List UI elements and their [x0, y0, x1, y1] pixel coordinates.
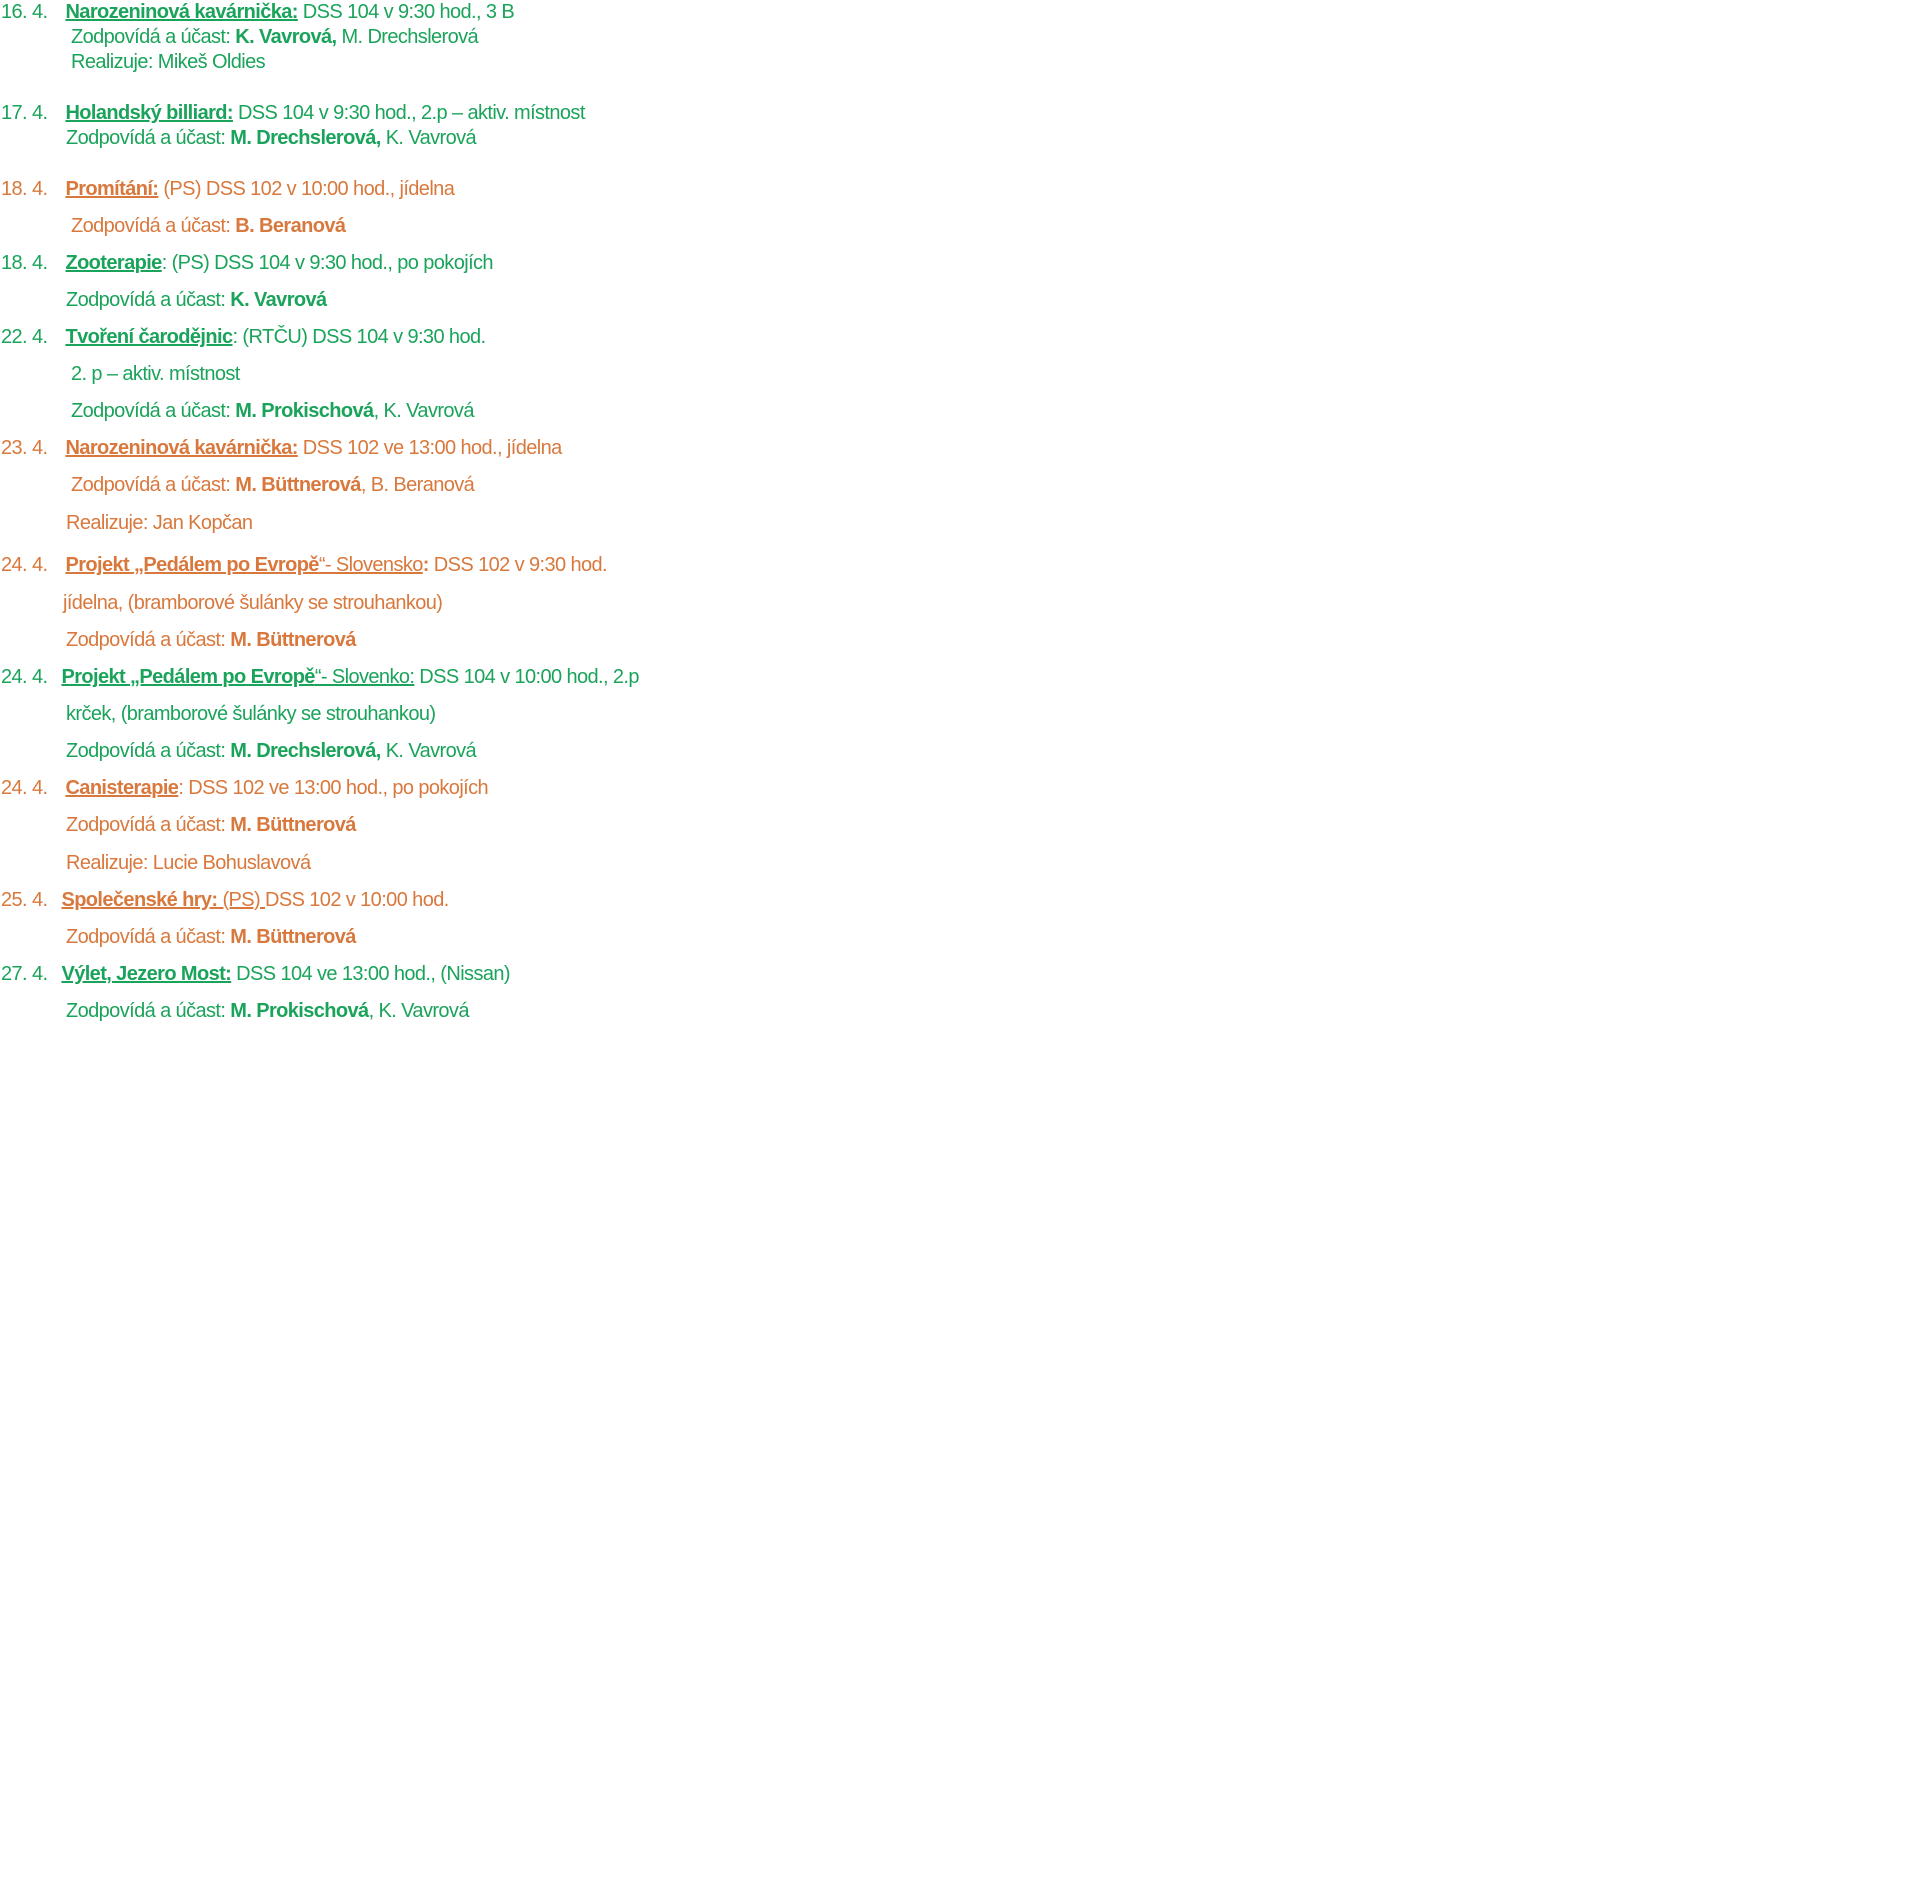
- entry-line: Zodpovídá a účast: M. Büttnerová: [66, 629, 356, 651]
- entry-date: 18. 4.: [1, 252, 48, 274]
- entry-date: 25. 4.: [1, 889, 48, 911]
- entry-header: [1, 776, 488, 800]
- entry-date: 24. 4.: [1, 554, 48, 576]
- entry-title: Projekt „Pedálem po Evropě: [65, 554, 319, 576]
- entry-line: krček, (bramborové šulánky se strouhankou): [66, 703, 436, 725]
- entry-details: DSS 104 v 9:30 hod., 3 B: [297, 1, 515, 23]
- entry-line: Zodpovídá a účast: M. Büttnerová, B. Beranová: [71, 474, 475, 496]
- entry-header: 24. 4. Projekt „Pedálem po Evropě“- Slovensko: DSS 102 v 9:30 hod.: [1, 554, 607, 576]
- entry-date: 27. 4.: [1, 963, 48, 985]
- entry-date: 16. 4.: [1, 1, 48, 23]
- entry-date: 23. 4.: [1, 437, 48, 459]
- entry-date: 17. 4.: [1, 102, 48, 124]
- entry-header: [1, 665, 639, 689]
- entry-details: DSS 104 v 9:30 hod., 2.p – aktiv. místnost: [232, 102, 585, 124]
- entry-details: (PS) DSS 102 v 10:00 hod., jídelna: [158, 178, 455, 200]
- entry-details: DSS 102 v 9:30 hod.: [428, 554, 607, 576]
- entry-details: DSS 104 ve 13:00 hod., (Nissan): [231, 963, 510, 985]
- entry-title: Narozeninová kavárnička:: [65, 437, 298, 459]
- entry-title: Canisterapie: [65, 777, 179, 799]
- entry-title-suffix: “- Slovenko:: [314, 666, 415, 688]
- entry-date: 24. 4.: [1, 666, 48, 688]
- entry-title: Zooterapie: [65, 252, 162, 274]
- entry-line: Zodpovídá a účast: K. Vavrová: [66, 289, 327, 311]
- entry-line: jídelna, (bramborové šulánky se strouhankou): [63, 592, 443, 614]
- entry-line: Zodpovídá a účast: M. Prokischová, K. Vavrová: [66, 1000, 469, 1022]
- entry-title: Projekt „Pedálem po Evropě: [61, 666, 315, 688]
- entry-header: [1, 0, 514, 24]
- entry-title: Promítání:: [65, 178, 159, 200]
- entry-header: [1, 101, 585, 125]
- entry-details: : DSS 102 ve 13:00 hod., po pokojích: [178, 777, 489, 799]
- entry-line: Zodpovídá a účast: B. Beranová: [71, 215, 346, 237]
- entry-line: Zodpovídá a účast: M. Drechslerová, K. Vavrová: [66, 127, 477, 149]
- entry-header: [1, 888, 449, 912]
- entry-date: 24. 4.: [1, 777, 48, 799]
- entry-line: Zodpovídá a účast: M. Büttnerová: [66, 926, 356, 948]
- entry-header: [1, 177, 454, 201]
- entry-header: [1, 962, 510, 986]
- entry-line: Zodpovídá a účast: M. Prokischová, K. Vavrová: [71, 400, 474, 422]
- entry-title: Holandský billiard:: [65, 102, 233, 124]
- entry-date: 18. 4.: [1, 178, 48, 200]
- entry-details: DSS 102 ve 13:00 hod., jídelna: [297, 437, 562, 459]
- entry-line: Realizuje: Mikeš Oldies: [71, 51, 266, 73]
- entry-date: 22. 4.: [1, 326, 48, 348]
- entry-line: 2. p – aktiv. místnost: [71, 363, 240, 385]
- entry-title: Výlet, Jezero Most:: [61, 963, 232, 985]
- entry-title: Narozeninová kavárnička:: [65, 1, 298, 23]
- entry-title-suffix: (PS): [217, 889, 265, 911]
- entry-line: Realizuje: Lucie Bohuslavová: [66, 852, 311, 874]
- entry-details: : (RTČU) DSS 104 v 9:30 hod.: [232, 326, 486, 348]
- entry-header: [1, 325, 485, 349]
- entry-line: Zodpovídá a účast: K. Vavrová, M. Drechslerová: [71, 26, 479, 48]
- entry-details: : (PS) DSS 104 v 9:30 hod., po pokojích: [161, 252, 493, 274]
- entry-line: Zodpovídá a účast: M. Büttnerová: [66, 814, 356, 836]
- entry-header: [1, 436, 562, 460]
- entry-title: Tvoření čarodějnic: [65, 326, 233, 348]
- entry-title-suffix: “- Slovensko: [318, 554, 423, 576]
- entry-details: DSS 102 v 10:00 hod.: [265, 889, 449, 911]
- entry-details: DSS 104 v 10:00 hod., 2.p: [414, 666, 639, 688]
- entry-line: Realizuje: Jan Kopčan: [66, 512, 253, 534]
- entry-line: Zodpovídá a účast: M. Drechslerová, K. Vavrová: [66, 740, 477, 762]
- entry-header: [1, 251, 493, 275]
- entry-title: Společenské hry:: [61, 889, 218, 911]
